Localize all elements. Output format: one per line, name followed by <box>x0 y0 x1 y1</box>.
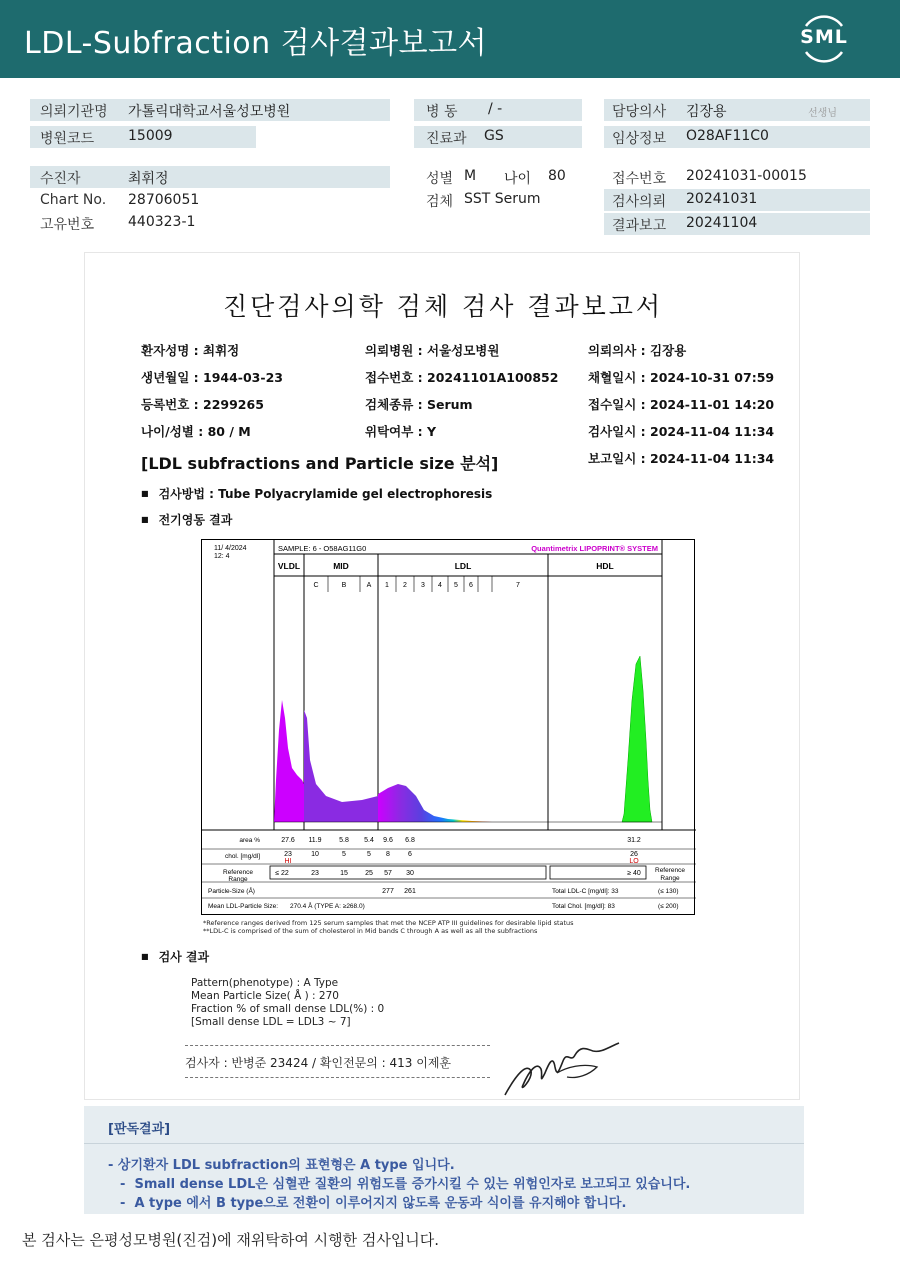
chol-value: 5 <box>342 851 346 858</box>
field-unique-no <box>30 212 390 234</box>
result-line: Fraction % of small dense LDL(%) : 0 <box>191 1003 385 1015</box>
row-label-ref: Reference <box>223 869 253 876</box>
total-chol: Total Chol. [mg/dl]: 83 <box>552 903 615 910</box>
chol-value: 5 <box>367 851 371 858</box>
logo-text: SML <box>800 26 848 48</box>
signer-line: 검사자 : 반병준 23424 / 확인전문의 : 413 이제훈 <box>185 1056 452 1070</box>
ref-value: 57 <box>384 870 392 877</box>
info-doctor: 의뢰의사 : 김장용 <box>588 343 687 358</box>
electrophoresis-title: ■ 전기영동 결과 <box>141 511 232 528</box>
field-value: O28AF11C0 <box>686 128 769 144</box>
chol-value: 6 <box>408 851 412 858</box>
ref-value: 25 <box>365 870 373 877</box>
sml-logo <box>796 12 852 66</box>
signature <box>497 1033 627 1103</box>
field-value: 20241031-00015 <box>686 168 807 184</box>
ref-value: ≥ 40 <box>627 870 641 877</box>
lipo-band-label: A <box>366 582 372 589</box>
lipo-group-label: MID <box>333 561 349 571</box>
report-title: 진단검사의학 검체 검사 결과보고서 <box>222 292 664 321</box>
chol-value: 23 <box>284 851 292 858</box>
lipo-band-label: C <box>313 582 319 589</box>
field-label: 병원코드 <box>40 131 95 147</box>
interpretation-panel <box>84 1106 804 1214</box>
field-label: 의뢰기관명 <box>40 104 108 120</box>
field-ward <box>414 99 582 121</box>
lipo-band-label: 4 <box>438 582 442 589</box>
flag-hi: HI <box>284 858 292 865</box>
field-value: 가톨릭대학교서울성모병원 <box>128 104 291 120</box>
lipo-date: 11/ 4/2024 <box>214 545 247 552</box>
result-line: Pattern(phenotype) : A Type <box>191 977 339 989</box>
info-birth-date: 생년월일 : 1944-03-23 <box>141 370 283 385</box>
field-value: 20241031 <box>686 191 758 207</box>
footnote: *Reference ranges derived from 125 serum samples that met the NCEP ATP III guidelines for desirable lipid status <box>203 919 574 927</box>
field-institution <box>30 99 390 121</box>
area-value: 5.4 <box>364 837 374 844</box>
area-value: 9.6 <box>383 837 393 844</box>
row-label-area: area % <box>239 837 260 844</box>
field-value: 440323-1 <box>128 214 196 230</box>
interpretation-line: - Small dense LDL은 심혈관 질환의 위험도를 증가시킬 수 있는 위험인자로 보고되고 있습니다. <box>120 1177 691 1192</box>
mean-size-value: 270.4 Å (TYPE A: ≥268.0) <box>290 903 365 910</box>
size-value: 261 <box>404 888 416 895</box>
field-label: 수진자 <box>40 171 81 187</box>
area-value: 6.8 <box>405 837 415 844</box>
chol-value: 8 <box>386 851 390 858</box>
area-value: 31.2 <box>627 837 641 844</box>
vldl-peak <box>274 700 304 822</box>
field-value: SST Serum <box>464 191 541 207</box>
ref-side-label: Reference <box>655 867 685 874</box>
section-title: [LDL subfractions and Particle size 분석] <box>141 454 499 473</box>
field-value: 20241104 <box>686 215 758 231</box>
field-hospital-code <box>30 126 256 148</box>
lipo-band-label: 2 <box>403 582 407 589</box>
ref-value: 30 <box>406 870 414 877</box>
dashed-divider <box>185 1077 490 1078</box>
row-label-ref: Range <box>228 876 248 883</box>
lipo-band-dividers <box>328 576 492 592</box>
interpretation-line: - A type 에서 B type으로 전환이 이루어지지 않도록 운동과 식이를 유지해야 합니다. <box>120 1196 627 1211</box>
field-value: 최휘정 <box>128 171 169 187</box>
field-value: GS <box>484 128 504 144</box>
lab-report <box>84 252 800 1100</box>
info-patient-name: 환자성명 : 최휘정 <box>141 343 240 358</box>
field-value: 15009 <box>128 128 173 144</box>
field-patient <box>30 166 390 188</box>
field-label: 검사의뢰 <box>612 194 667 210</box>
field-specimen <box>414 189 582 211</box>
lipo-brand: Quantimetrix LIPOPRINT® SYSTEM <box>531 544 658 553</box>
method-line: ■ 검사방법 : Tube Polyacrylamide gel electrophoresis <box>141 485 492 502</box>
footnote: **LDL-C is comprised of the sum of cholesterol in Mid bands C through A as well as all the subfractions <box>203 927 538 935</box>
report-header <box>0 0 900 78</box>
total-ldl: Total LDL-C [mg/dl]: 33 <box>552 888 619 895</box>
field-value: 김장용 <box>686 104 727 120</box>
lipo-band-label: 7 <box>516 582 520 589</box>
info-consignment: 위탁여부 : Y <box>365 424 437 439</box>
interpretation-line: - 상기환자 LDL subfraction의 표현형은 A type 입니다. <box>108 1158 455 1173</box>
info-registration-no: 등록번호 : 2299265 <box>141 397 264 412</box>
info-specimen-type: 검체종류 : Serum <box>365 397 473 412</box>
row-label-chol: chol. [mg/dl] <box>224 853 260 860</box>
field-label: 진료과 <box>426 131 467 147</box>
lipo-sample: SAMPLE: 6 - O58AG11G0 <box>278 544 367 553</box>
ref-value: 23 <box>311 870 319 877</box>
lipo-time: 12: 4 <box>214 553 230 560</box>
lipo-band-label: 3 <box>421 582 425 589</box>
field-dept <box>414 126 582 148</box>
field-doctor <box>604 99 870 121</box>
field-report-date <box>604 213 870 235</box>
hdl-peak <box>622 656 652 822</box>
field-label: 고유번호 <box>40 217 95 233</box>
ldl-peak <box>378 784 492 822</box>
lipo-band-label: 6 <box>469 582 473 589</box>
ref-side-label: Range <box>660 875 680 882</box>
mid-peak <box>304 710 378 822</box>
size-value: 277 <box>382 888 394 895</box>
info-collection-time: 채혈일시 : 2024-10-31 07:59 <box>588 370 775 385</box>
row-label-mean: Mean LDL-Particle Size: <box>208 903 279 910</box>
interpretation-title: [판독결과] <box>108 1122 171 1137</box>
field-label: 결과보고 <box>612 218 667 234</box>
result-line: [Small dense LDL = LDL3 ~ 7] <box>191 1016 351 1028</box>
field-chart-no <box>30 190 390 212</box>
ref-value: 15 <box>340 870 348 877</box>
interpretation-header <box>84 1106 804 1144</box>
field-label: 병 동 <box>426 104 458 120</box>
lipo-band-label: B <box>341 582 347 589</box>
field-value: 28706051 <box>128 192 200 208</box>
chol-value: 26 <box>630 851 638 858</box>
area-value: 11.9 <box>308 837 322 844</box>
chol-value: 10 <box>311 851 319 858</box>
field-receipt-no <box>604 166 870 188</box>
age-value: 80 <box>548 168 566 184</box>
dashed-divider <box>185 1045 490 1046</box>
lipo-band-label: 1 <box>385 582 389 589</box>
total-ldl-ref: (≤ 130) <box>658 888 679 895</box>
field-label: 담당의사 <box>612 104 667 120</box>
total-chol-ref: (≤ 200) <box>658 903 679 910</box>
info-receipt-time: 접수일시 : 2024-11-01 14:20 <box>588 397 775 412</box>
field-label: 임상정보 <box>612 131 667 147</box>
field-sex-age <box>414 166 582 188</box>
lipo-group-label: HDL <box>596 561 614 571</box>
area-value: 5.8 <box>339 837 349 844</box>
row-label-size: Particle-Size (Å) <box>208 888 255 895</box>
flag-lo: LO <box>629 858 639 865</box>
lipo-group-label: LDL <box>454 561 472 571</box>
area-value: 27.6 <box>281 837 295 844</box>
field-clinical-info <box>604 126 870 148</box>
field-request-date <box>604 189 870 211</box>
age-label: 나이 <box>504 171 532 187</box>
field-label: Chart No. <box>40 192 107 208</box>
field-value: / - <box>488 101 503 117</box>
lipo-band-label: 5 <box>454 582 458 589</box>
info-hospital: 의뢰병원 : 서울성모병원 <box>365 343 500 358</box>
ref-value: ≤ 22 <box>275 870 289 877</box>
info-age-sex: 나이/성별 : 80 / M <box>141 424 251 439</box>
doctor-suffix: 선생님 <box>808 108 837 119</box>
lipo-group-label: VLDL <box>277 561 301 571</box>
info-test-time: 검사일시 : 2024-11-04 11:34 <box>588 424 775 439</box>
lipoprint-chart <box>201 539 695 915</box>
field-label: 검체 <box>426 194 454 210</box>
result-line: Mean Particle Size( Å ) : 270 <box>191 990 339 1002</box>
result-title: ■ 검사 결과 <box>141 948 209 965</box>
info-receipt-no: 접수번호 : 20241101A100852 <box>365 370 559 385</box>
page-title: LDL-Subfraction 검사결과보고서 <box>24 26 488 61</box>
footer-note: 본 검사는 은평성모병원(진검)에 재위탁하여 시행한 검사입니다. <box>22 1231 440 1249</box>
sex-value: M <box>464 168 477 184</box>
sex-label: 성별 <box>426 171 454 187</box>
field-label: 접수번호 <box>612 171 667 187</box>
info-report-time: 보고일시 : 2024-11-04 11:34 <box>588 451 775 466</box>
